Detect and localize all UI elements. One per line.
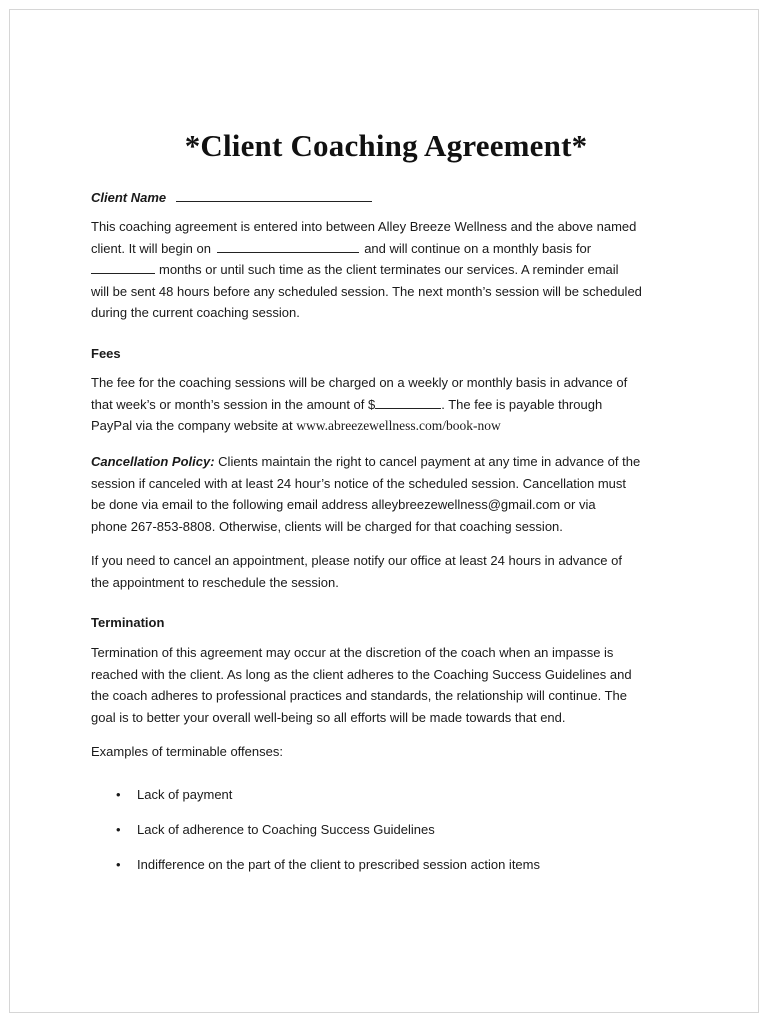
- intro-line-4: will be sent 48 hours before any scheduled session. The next month’s session will be scheduled: [91, 283, 642, 299]
- client-name-label: Client Name: [91, 190, 167, 205]
- termination-line-1: Termination of this agreement may occur at the discretion of the coach when an impasse is: [91, 645, 614, 660]
- client-name-blank[interactable]: [176, 188, 372, 202]
- reschedule-line-2: the appointment to reschedule the session.: [91, 574, 339, 590]
- intro-paragraph: [91, 216, 681, 324]
- list-item: • Lack of adherence to Coaching Success Guidelines: [91, 819, 540, 854]
- months-blank[interactable]: [91, 260, 155, 274]
- intro-line-3: months or until such time as the client terminates our services. A reminder email: [91, 259, 681, 281]
- termination-line-2: reached with the client. As long as the client adheres to the Coaching Success Guidelines and: [91, 666, 632, 682]
- cancellation-line-3: be done via email to the following email address alleybreezewellness@gmail.com or via: [91, 497, 596, 512]
- cancellation-line-2: session if canceled with at least 24 hour’s notice of the scheduled session. Cancellation must: [91, 475, 626, 491]
- document-title: *Client Coaching Agreement*: [184, 128, 588, 163]
- fees-line-1: The fee for the coaching sessions will be charged on a weekly or monthly basis in advance of: [91, 375, 628, 390]
- termination-paragraph: [91, 642, 681, 728]
- termination-heading: Termination: [91, 615, 165, 630]
- reschedule-line-1: If you need to cancel an appointment, please notify our office at least 24 hours in advance of: [91, 553, 622, 568]
- intro-line-2: client. It will begin on and will continue on a monthly basis for: [91, 240, 592, 256]
- booking-url: www.abreezewellness.com/book-now: [296, 418, 501, 433]
- intro-line-5: during the current coaching session.: [91, 305, 300, 320]
- bullet-icon: •: [116, 822, 121, 837]
- intro-line-1: This coaching agreement is entered into between Alley Breeze Wellness and the above named: [91, 219, 637, 234]
- client-name-row: [91, 187, 681, 209]
- cancellation-label: Cancellation Policy:: [91, 454, 215, 469]
- termination-line-4: goal is to better your overall well-being so all efforts will be made towards that end.: [91, 709, 566, 725]
- bullet-icon: •: [116, 857, 121, 872]
- start-date-blank[interactable]: [217, 239, 359, 253]
- offenses-list: [91, 784, 540, 889]
- fees-paragraph: [91, 372, 681, 437]
- cancellation-paragraph: [91, 451, 681, 537]
- bullet-icon: •: [116, 787, 121, 802]
- list-item: • Lack of payment: [91, 784, 540, 819]
- termination-line-3: the coach adheres to professional practices and standards, the relationship will continue. The: [91, 688, 627, 703]
- cancellation-line-1: Cancellation Policy: Clients maintain the right to cancel payment at any time in advance of the: [91, 454, 641, 469]
- examples-label: Examples of terminable offenses:: [91, 744, 283, 759]
- list-item: • Indifference on the part of the client to prescribed session action items: [91, 854, 540, 889]
- fees-heading: Fees: [91, 346, 121, 361]
- reschedule-paragraph: [91, 550, 681, 593]
- fees-line-2: that week’s or month’s session in the amount of $ . The fee is payable through: [91, 396, 603, 412]
- fee-amount-blank[interactable]: [375, 395, 441, 409]
- fees-line-3: PayPal via the company website at www.abreezewellness.com/book-now: [91, 418, 501, 433]
- cancellation-line-4: phone 267-853-8808. Otherwise, clients will be charged for that coaching session.: [91, 518, 563, 534]
